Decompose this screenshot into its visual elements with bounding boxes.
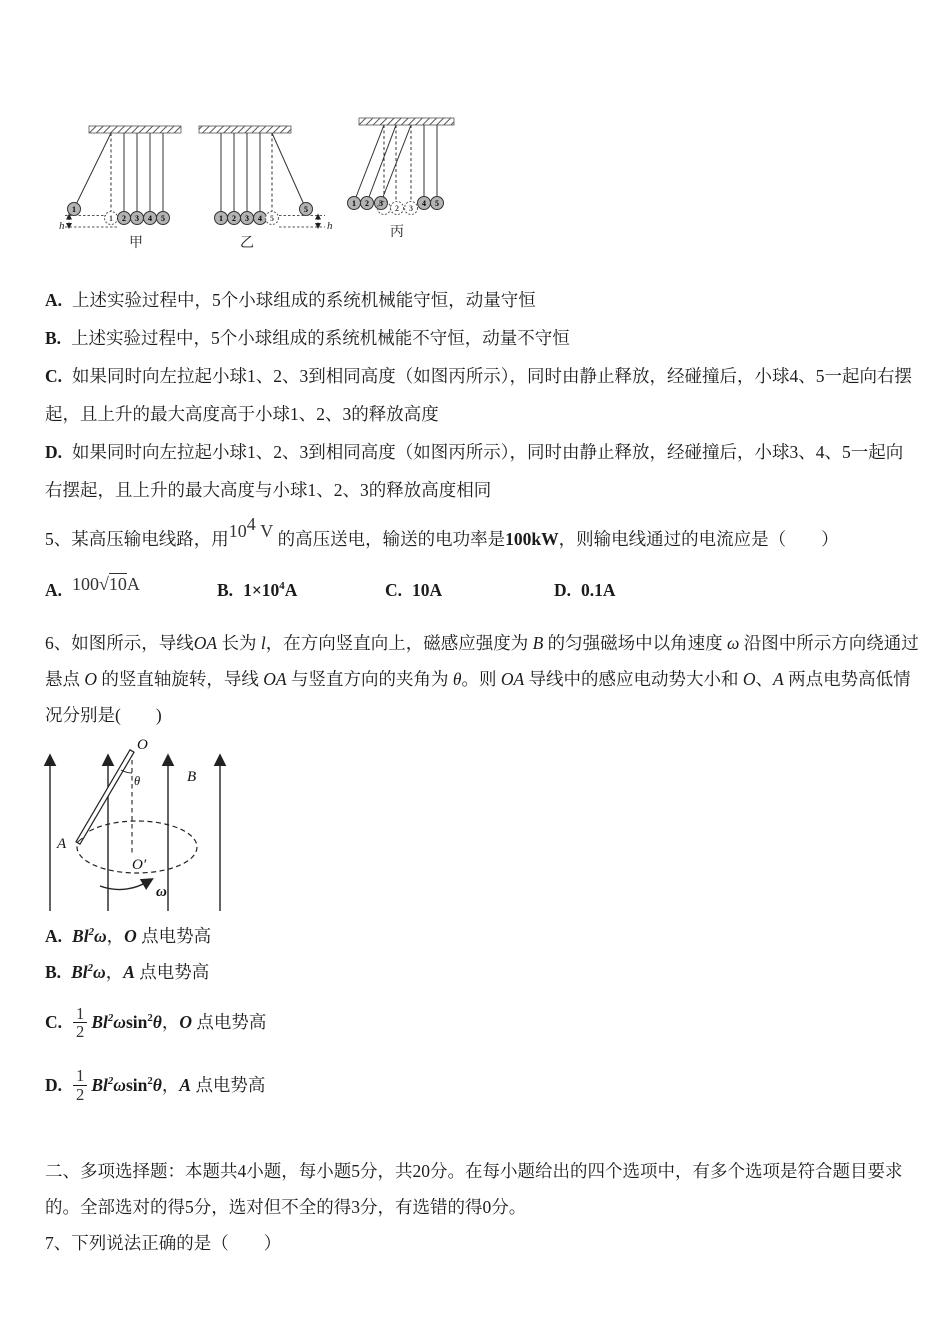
q4-option-a (45, 281, 920, 319)
q6-option-b: B. Bl$^2$ω，A 点电势高 (45, 962, 210, 982)
ball-ghost-5: 5 (270, 213, 274, 223)
ball-4: 4 (422, 198, 426, 208)
ball-5: 5 (161, 213, 165, 223)
option-text: 上述实验过程中，5个小球组成的系统机械能守恒，动量守恒 (72, 290, 536, 310)
point-O-label: O (137, 737, 148, 753)
question4-options (45, 281, 920, 509)
question-6 (45, 625, 920, 1115)
caption-bing: 丙 (390, 225, 404, 240)
q7-stem: 7、下列说法正确的是（ ） (45, 1233, 282, 1254)
option-text: 如果同时向左拉起小球1、2、3到相同高度（如图丙所示），同时由静止释放，经碰撞后，小球4、5一起向右摆起，且上升的最大高度高于小球1、2、3的释放高度 (45, 366, 913, 424)
q6-option-d: D. $\frac{1}{2}$ Bl$^2$ωsin$^2$θ，A 点电势高 (45, 1066, 266, 1104)
q4-option-b (45, 319, 920, 357)
rod-OA (76, 750, 134, 844)
q6-stem: 6、如图所示，导线OA 长为 l，在方向竖直向上，磁感应强度为 B 的匀强磁场中以角速度 ω 沿图中所示方向绕通过悬点 O 的竖直轴旋转，导线 OA 与竖直方向的夹角为 θ。则 OA 导线中的感应电动势大小和 O、A 两点电势高低情况分别是( ) (45, 633, 919, 725)
q5-option-a: A. 100√10A (45, 574, 140, 600)
q6-option-c: C. $\frac{1}{2}$ Bl$^2$ωsin$^2$θ，O 点电势高 (45, 1003, 267, 1042)
q5-option-d: D. 0.1A (554, 580, 616, 600)
q5-option-b: B. $1\times 10^4A$ (217, 580, 298, 600)
height-label: h (59, 220, 65, 232)
theta-label: θ (134, 774, 141, 788)
field-B-label: B (187, 769, 197, 785)
q4-option-d (45, 433, 920, 509)
section-2-heading: 二、多项选择题：本题共4小题，每小题5分，共20分。在每小题给出的四个选项中，有多个选项是符合题目要求的。全部选对的得5分，选对但不全的得3分，有选错的得0分。 (45, 1161, 903, 1218)
option-letter: A. (45, 290, 63, 310)
ball-1: 1 (72, 204, 76, 214)
ball-3: 3 (135, 213, 139, 223)
ball-5: 5 (435, 198, 439, 208)
ball-2: 2 (232, 213, 236, 223)
cradle-jia (65, 126, 181, 227)
rotating-rod-diagram (35, 733, 325, 918)
option-text: 如果同时向左拉起小球1、2、3到相同高度（如图丙所示），同时由静止释放，经碰撞后，小球3、4、5一起向右摆起，且上升的最大高度与小球1、2、3的释放高度相同 (45, 442, 904, 500)
ball-4: 4 (148, 213, 152, 223)
option-text: 上述实验过程中，5个小球组成的系统机械能不守恒，动量不守恒 (71, 328, 570, 348)
ball-ghost-1: 1 (109, 213, 113, 223)
option-letter: B. (45, 328, 62, 348)
point-O-prime-label: O′ (132, 857, 147, 873)
ball-2: 2 (122, 213, 126, 223)
ball-2: 2 (365, 198, 369, 208)
ball-ghost-3: 3 (409, 203, 413, 213)
q6-options (45, 918, 920, 1115)
q5-option-c: C. 10A (385, 580, 443, 600)
ball-4: 4 (258, 213, 262, 223)
ball-5: 5 (304, 204, 308, 214)
ball-1: 1 (352, 198, 356, 208)
option-letter: D. (45, 442, 63, 462)
newtons-cradle-figure (59, 106, 489, 254)
q4-option-c (45, 357, 920, 433)
q6-option-a: A. Bl$^2$ω，O 点电势高 (45, 926, 212, 946)
ball-3: 3 (379, 198, 383, 208)
q5-stem: 5、某高压输电线路，用104 V 的高压送电，输送的电功率是100kW，则输电线通过的电流应是（ ） (45, 514, 839, 549)
caption-jia: 甲 (129, 236, 143, 251)
ball-3: 3 (245, 213, 249, 223)
caption-yi: 乙 (240, 236, 254, 251)
point-A-label: A (57, 836, 67, 852)
height-label: h (327, 220, 333, 232)
omega-label: ω (156, 884, 167, 900)
ball-ghost-2: 2 (395, 203, 399, 213)
q5-options (45, 571, 920, 609)
question-5 (45, 514, 920, 609)
ball-1: 1 (219, 213, 223, 223)
option-letter: C. (45, 366, 63, 386)
